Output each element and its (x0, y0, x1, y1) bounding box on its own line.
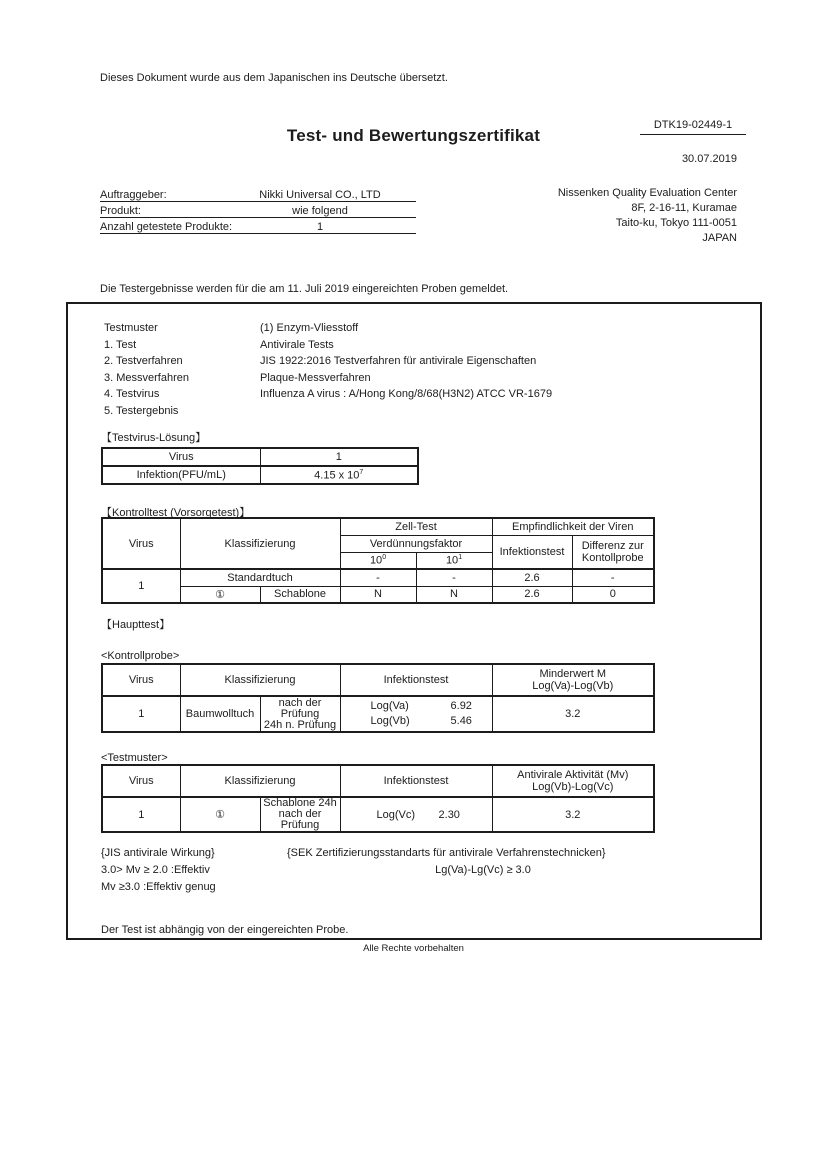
certificate-number: DTK19-02449-1 (640, 119, 746, 135)
virus-value-cell: 1 (260, 448, 418, 466)
header-dilution-2: $10^1$ (416, 552, 492, 569)
cell-virus: 1 (102, 696, 180, 732)
spec-row (104, 403, 552, 420)
cell-infektionstest: 2.6 (492, 586, 572, 603)
virus-solution-table (101, 447, 419, 485)
cell-virus: 1 (102, 569, 180, 603)
issuer-line: Nissenken Quality Evaluation Center (557, 187, 737, 199)
kontrolltest-heading: 【Kontrolltest (Vorsorgetest)】 (101, 507, 251, 519)
issuer-line: JAPAN (702, 232, 737, 244)
issuer-line: 8F, 2-16-11, Kuramae (631, 202, 737, 214)
table-row (102, 569, 654, 586)
header-empfindlichkeit: Empfindlichkeit der Viren (492, 518, 654, 535)
jis-line: Mv ≥3.0 :Effektiv genug (101, 881, 216, 893)
table-row (102, 448, 418, 466)
table-header-row (102, 765, 654, 797)
cell-dilution-2: - (416, 569, 492, 586)
client-row-value: wie folgend (292, 205, 348, 217)
spec-label: 4. Testvirus (104, 388, 160, 400)
cell-klass-mark: ① (180, 586, 260, 603)
cell-virus: 1 (102, 797, 180, 832)
client-row-value: 1 (316, 221, 324, 233)
spec-row (104, 353, 552, 370)
haupttest-heading: 【Haupttest】 (101, 619, 171, 631)
table-row (102, 696, 654, 732)
issuer-line: Taito-ku, Tokyo 111-0051 (615, 217, 737, 229)
header-dilution-1: $10^0$ (340, 552, 416, 569)
sek-heading: {SEK Zertifizierungsstandarts für antivirale Verfahrenstechnicken} (287, 847, 606, 859)
testmuster-label: <Testmuster> (101, 752, 168, 764)
cell-klass-detail: nach der Prüfung 24h n. Prüfung (260, 696, 340, 732)
cell-dilution-2: N (416, 586, 492, 603)
table-row (102, 466, 418, 484)
kontrollprobe-label: <Kontrollprobe> (101, 650, 180, 662)
infection-value-cell: 4.15 x $10^7$ (260, 466, 418, 484)
kontrollprobe-table (101, 663, 655, 733)
header-virus: Virus (102, 765, 180, 797)
virus-label-cell: Virus (102, 448, 260, 466)
jis-line: 3.0> Mv ≥ 2.0 :Effektiv (101, 864, 210, 876)
client-row-auftraggeber (100, 186, 416, 202)
spec-label: 3. Messverfahren (104, 371, 189, 384)
header-infektionstest: Infektionstest (340, 664, 492, 696)
spec-label: 2. Testverfahren (104, 355, 183, 367)
sek-line: Lg(Va)-Lg(Vc) ≥ 3.0 (435, 864, 531, 876)
client-row-label: Produkt: (100, 205, 141, 217)
footer-note: Alle Rechte vorbehalten (363, 943, 464, 954)
disclaimer: Der Test ist abhängig von der eingereichten Probe. (101, 924, 349, 936)
spec-row (104, 337, 552, 354)
table-row (102, 586, 654, 603)
exponent: 0 (382, 553, 387, 561)
page-title: Test- und Bewertungszertifikat (286, 126, 541, 145)
cell-differenz: 0 (572, 586, 654, 603)
submission-statement: Die Testergebnisse werden für die am 11. Juli 2019 eingereichten Proben gemeldet. (100, 283, 509, 295)
cell-klassifizierung: Standardtuch (180, 569, 340, 586)
sek-criteria (287, 845, 679, 879)
cell-differenz: - (572, 569, 654, 586)
client-row-label: Auftraggeber: (100, 189, 167, 201)
header-verduennungsfaktor: Verdünnungsfaktor (340, 535, 492, 552)
jis-criteria (101, 845, 216, 896)
spec-label: Testmuster (104, 322, 158, 334)
spec-value: JIS 1922:2016 Testverfahren für antivirale Eigenschaften (260, 355, 537, 367)
header-infektionstest: Infektionstest (340, 765, 492, 797)
exponent: 7 (359, 468, 364, 476)
cell-infektionstest: Log(Va) 6.92 Log(Vb) 5.46 (340, 696, 492, 732)
client-info-table (100, 186, 416, 234)
header-virus: Virus (102, 664, 180, 696)
header-differenz: Differenz zur Kontollprobe (572, 535, 654, 569)
virus-solution-heading: 【Testvirus-Lösung】 (101, 432, 207, 444)
spec-row (104, 386, 552, 403)
table-row (102, 797, 654, 832)
cell-minderwert: 3.2 (492, 696, 654, 732)
header-zell-test: Zell-Test (340, 518, 492, 535)
cell-antivirale-aktivitaet: 3.2 (492, 797, 654, 832)
jis-heading: {JIS antivirale Wirkung} (101, 847, 215, 859)
spec-list (104, 320, 552, 419)
cell-klass-detail: Schablone 24h nach der Prüfung (260, 797, 340, 832)
kontrolltest-table (101, 517, 655, 604)
client-row-label: Anzahl getestete Produkte: (100, 221, 233, 233)
spec-value: Plaque-Messverfahren (260, 371, 371, 384)
header-minderwert: Minderwert M Log(Va)-Log(Vb) (492, 664, 654, 696)
cell-klass-name: Schablone (260, 586, 340, 603)
issue-date: 30.07.2019 (681, 153, 737, 165)
header-antivirale-aktivitaet: Antivirale Aktivität (Mv) Log(Vb)-Log(Vc) (492, 765, 654, 797)
translation-note: Dieses Dokument wurde aus dem Japanischen ins Deutsche übersetzt. (100, 72, 448, 84)
header-virus: Virus (102, 518, 180, 569)
table-header-row (102, 664, 654, 696)
client-row-produkt (100, 202, 416, 218)
spec-label: 1. Test (104, 338, 137, 351)
table-header-row (102, 518, 654, 535)
header-klassifizierung: Klassifizierung (180, 518, 340, 569)
spec-row (104, 320, 552, 337)
header-klassifizierung: Klassifizierung (180, 664, 340, 696)
spec-row (104, 370, 552, 387)
cell-infektionstest: Log(Vc) 2.30 (340, 797, 492, 832)
results-box (66, 302, 762, 940)
issuer-address (558, 186, 737, 246)
cell-infektionstest: 2.6 (492, 569, 572, 586)
exponent: 1 (458, 553, 463, 561)
cell-dilution-1: - (340, 569, 416, 586)
spec-value: Antivirale Tests (260, 338, 334, 351)
client-row-value: Nikki Universal CO., LTD (259, 189, 381, 201)
cell-klass-name: Baumwolltuch (180, 696, 260, 732)
cell-dilution-1: N (340, 586, 416, 603)
spec-value: Influenza A virus : A/Hong Kong/8/68(H3N2) ATCC VR-1679 (260, 388, 553, 400)
testmuster-table (101, 764, 655, 833)
header-infektionstest: Infektionstest (492, 535, 572, 569)
spec-value: (1) Enzym-Vliesstoff (260, 322, 359, 334)
spec-label: 5. Testergebnis (104, 404, 179, 417)
cell-klass-mark: ① (180, 797, 260, 832)
client-row-anzahl (100, 218, 416, 234)
infection-label-cell: Infektion(PFU/mL) (102, 466, 260, 484)
header-klassifizierung: Klassifizierung (180, 765, 340, 797)
